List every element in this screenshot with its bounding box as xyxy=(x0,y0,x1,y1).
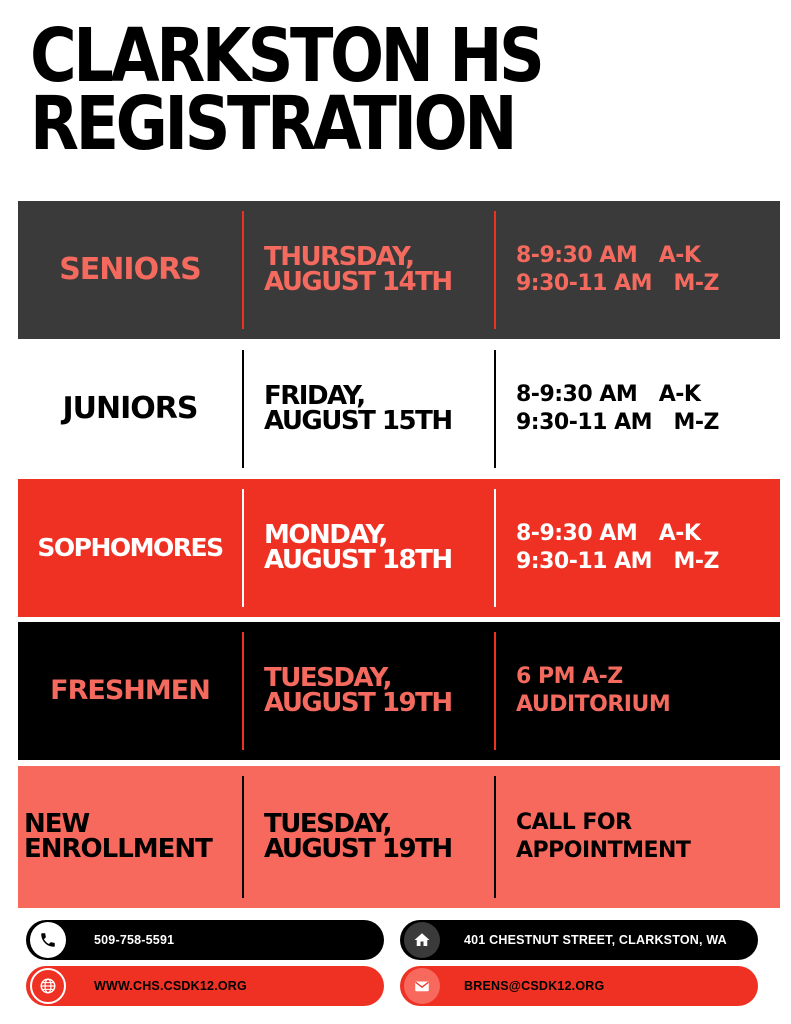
grade-label-line-1: NEW xyxy=(24,809,90,839)
mail-icon xyxy=(412,977,432,995)
contact-website[interactable] xyxy=(26,966,384,1006)
time-cell xyxy=(516,201,778,339)
schedule-row-juniors xyxy=(18,340,780,478)
time-cell xyxy=(516,340,778,478)
date-cell xyxy=(264,340,494,478)
column-divider xyxy=(242,350,244,468)
grade-cell xyxy=(18,201,242,339)
grade-label: SOPHOMORES xyxy=(37,533,223,562)
time-line-1: 6 PM A-Z xyxy=(516,664,623,689)
date-line-2: AUGUST 14TH xyxy=(264,267,452,297)
time-cell xyxy=(516,622,778,760)
home-icon-badge xyxy=(404,922,440,958)
date-line-1: FRIDAY, xyxy=(264,381,365,411)
title-line-1: CLARKSTON HS xyxy=(30,13,542,99)
time-line-1: 8-9:30 AM A-K xyxy=(516,521,701,546)
column-divider xyxy=(242,632,244,750)
website-url: WWW.CHS.CSDK12.ORG xyxy=(94,979,247,993)
grade-cell xyxy=(18,340,242,478)
time-cell xyxy=(516,479,778,617)
time-line-2: 9:30-11 AM M-Z xyxy=(516,271,719,296)
column-divider xyxy=(494,350,496,468)
globe-icon-badge xyxy=(30,968,66,1004)
grade-label: FRESHMEN xyxy=(50,675,210,706)
column-divider xyxy=(242,776,244,898)
contact-email[interactable] xyxy=(400,966,758,1006)
phone-icon-badge xyxy=(30,922,66,958)
column-divider xyxy=(494,632,496,750)
date-line-2: AUGUST 15TH xyxy=(264,406,452,436)
date-line-2: AUGUST 18TH xyxy=(264,545,452,575)
schedule-row-freshmen xyxy=(18,622,780,760)
grade-cell xyxy=(18,479,242,617)
contact-address[interactable] xyxy=(400,920,758,960)
grade-label: JUNIORS xyxy=(62,391,198,426)
time-line-2: 9:30-11 AM M-Z xyxy=(516,410,719,435)
globe-icon xyxy=(39,977,57,995)
date-cell xyxy=(264,479,494,617)
date-line-1: THURSDAY, xyxy=(264,242,414,272)
date-cell xyxy=(264,201,494,339)
date-line-1: TUESDAY, xyxy=(264,809,391,839)
home-icon xyxy=(413,931,431,949)
column-divider xyxy=(494,211,496,329)
time-line-2: AUDITORIUM xyxy=(516,692,671,717)
date-line-2: AUGUST 19TH xyxy=(264,834,452,864)
schedule-row-sophomores xyxy=(18,479,780,617)
title-line-2: REGISTRATION xyxy=(30,81,515,167)
column-divider xyxy=(242,489,244,607)
time-line-2: 9:30-11 AM M-Z xyxy=(516,549,719,574)
date-line-2: AUGUST 19TH xyxy=(264,688,452,718)
street-address: 401 CHESTNUT STREET, CLARKSTON, WA xyxy=(464,933,727,947)
date-cell xyxy=(264,622,494,760)
time-line-1: 8-9:30 AM A-K xyxy=(516,382,701,407)
column-divider xyxy=(242,211,244,329)
grade-cell xyxy=(18,622,242,760)
contact-phone[interactable] xyxy=(26,920,384,960)
column-divider xyxy=(494,489,496,607)
time-cell xyxy=(516,766,778,908)
page-title xyxy=(30,13,730,167)
column-divider xyxy=(494,776,496,898)
schedule-row-new-enrollment xyxy=(18,766,780,908)
time-line-1: 8-9:30 AM A-K xyxy=(516,243,701,268)
date-cell xyxy=(264,766,494,908)
time-line-2: APPOINTMENT xyxy=(516,838,691,863)
date-line-1: TUESDAY, xyxy=(264,663,391,693)
date-line-1: MONDAY, xyxy=(264,520,387,550)
time-line-1: CALL FOR xyxy=(516,810,632,835)
phone-icon xyxy=(39,931,57,949)
mail-icon-badge xyxy=(404,968,440,1004)
grade-label-line-2: ENROLLMENT xyxy=(24,834,212,864)
phone-number: 509-758-5591 xyxy=(94,933,175,947)
grade-cell xyxy=(18,766,242,908)
email-address: BRENS@CSDK12.ORG xyxy=(464,979,605,993)
grade-label: SENIORS xyxy=(59,252,201,287)
schedule-row-seniors xyxy=(18,201,780,339)
